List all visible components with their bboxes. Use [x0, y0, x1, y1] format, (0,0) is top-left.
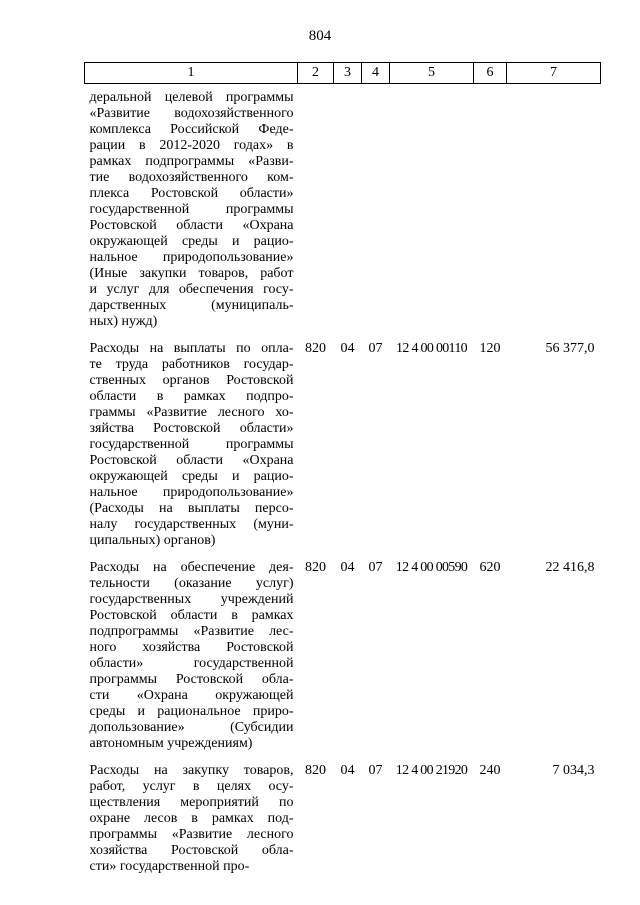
- subsection-code-cell: 07: [368, 763, 383, 778]
- amount-cell: 22 416,8: [545, 560, 595, 575]
- header-col-1: 1: [85, 63, 298, 84]
- target-article-cell: 12 4 00 00590: [395, 560, 468, 575]
- target-article-cell: 12 4 00 21920: [395, 763, 468, 778]
- description-line: и услуг для обеспечения госу-: [89, 282, 294, 297]
- description-line: ного хозяйства Ростовской: [89, 640, 294, 655]
- description-line: дарственных (муниципаль-: [89, 298, 294, 313]
- description-line: рации в 2012-2020 годах» в: [89, 138, 294, 153]
- budget-table: [84, 62, 601, 875]
- amount-cell: 7 034,3: [552, 763, 595, 778]
- header-col-2: 2: [298, 63, 334, 84]
- section-code-cell: 04: [340, 560, 355, 575]
- description-line: тие водохозяйственного ком-: [89, 170, 294, 185]
- description-line: Расходы на закупку товаров,: [89, 763, 294, 778]
- description-line: государственных учреждений: [89, 592, 294, 607]
- expense-type-cell: [474, 84, 507, 331]
- description-line: ществления мероприятий по: [89, 795, 294, 810]
- subsection-code-cell: 07: [368, 341, 383, 356]
- page-number: 804: [308, 28, 332, 44]
- section-code-cell: 04: [340, 763, 355, 778]
- amount-cell: 56 377,0: [545, 341, 595, 356]
- description-line: хозяйства Ростовской обла-: [89, 843, 294, 858]
- header-row: [85, 63, 601, 84]
- target-article-cell: [390, 84, 474, 331]
- header-col-7: 7: [507, 63, 601, 84]
- description-line: работ, услуг в целях осу-: [89, 779, 294, 794]
- section-code-cell: [334, 84, 362, 331]
- description-line: (Иные закупки товаров, работ: [89, 266, 294, 281]
- description-line: «Развитие водохозяйственного: [89, 106, 294, 121]
- description-line: деральной целевой программы: [89, 90, 294, 105]
- ministry-code-cell: 820: [305, 560, 326, 575]
- header-col-5: 5: [390, 63, 474, 84]
- expense-type-cell: 240: [479, 763, 501, 778]
- description-line: Ростовской области «Охрана: [89, 218, 294, 233]
- description-line: граммы «Развитие лесного хо-: [89, 405, 294, 420]
- section-code-cell: 04: [340, 341, 355, 356]
- description-line: (Расходы на выплаты персо-: [89, 501, 294, 516]
- description-line: сти «Охрана окружающей: [89, 688, 294, 703]
- description-line: Расходы на выплаты по опла-: [89, 341, 294, 356]
- description-line: государственной программы: [89, 437, 294, 452]
- header-col-4: 4: [362, 63, 390, 84]
- subsection-code-cell: [362, 84, 390, 331]
- expense-type-cell: 120: [479, 341, 501, 356]
- expense-type-cell: 620: [479, 560, 501, 575]
- description-line: сти» государственной про-: [89, 859, 250, 874]
- row-description: [85, 330, 298, 549]
- description-line: тельности (оказание услуг): [89, 576, 294, 591]
- description-line: налу государственных (муни-: [89, 517, 294, 532]
- description-line: охране лесов в рамках под-: [89, 811, 294, 826]
- description-line: окружающей среды и рацио-: [89, 234, 294, 249]
- ministry-code-cell: [298, 84, 334, 331]
- description-line: зяйства Ростовской области»: [89, 421, 294, 436]
- description-line: те труда работников государ-: [89, 357, 294, 372]
- description-line: ственных органов Ростовской: [89, 373, 294, 388]
- description-line: ных) нужд): [89, 314, 158, 329]
- description-line: автономным учреждениям): [89, 736, 253, 751]
- table-row: [85, 330, 601, 549]
- description-line: подпрограммы «Развитие лес-: [89, 624, 294, 639]
- description-line: области в рамках подпро-: [89, 389, 294, 404]
- description-line: ципальных) органов): [89, 533, 216, 548]
- subsection-code-cell: 07: [368, 560, 383, 575]
- description-line: среды и рациональное приро-: [89, 704, 294, 719]
- description-line: Ростовской области в рамках: [89, 608, 294, 623]
- description-line: Ростовской области «Охрана: [89, 453, 294, 468]
- target-article-cell: 12 4 00 00110: [396, 341, 467, 356]
- description-line: плекса Ростовской области»: [89, 186, 294, 201]
- description-line: рамках подпрограммы «Разви-: [89, 154, 294, 169]
- description-line: допользование» (Субсидии: [89, 720, 294, 735]
- table-row: [85, 752, 601, 875]
- description-line: Расходы на обеспечение дея-: [89, 560, 294, 575]
- header-col-3: 3: [334, 63, 362, 84]
- table-row: [85, 549, 601, 752]
- description-line: окружающей среды и рацио-: [89, 469, 294, 484]
- amount-cell: [507, 84, 601, 331]
- description-line: нальное природопользование»: [89, 250, 294, 265]
- row-description: [85, 84, 298, 331]
- description-line: программы Ростовской обла-: [89, 672, 294, 687]
- header-col-6: 6: [474, 63, 507, 84]
- ministry-code-cell: 820: [305, 341, 326, 356]
- description-line: программы «Развитие лесного: [89, 827, 294, 842]
- table-row: [85, 84, 601, 331]
- description-line: нальное природопользование»: [89, 485, 294, 500]
- description-line: государственной программы: [89, 202, 294, 217]
- description-line: области» государственной: [89, 656, 294, 671]
- row-description: [85, 752, 298, 875]
- description-line: комплекса Российской Феде-: [89, 122, 294, 137]
- row-description: [85, 549, 298, 752]
- ministry-code-cell: 820: [305, 763, 326, 778]
